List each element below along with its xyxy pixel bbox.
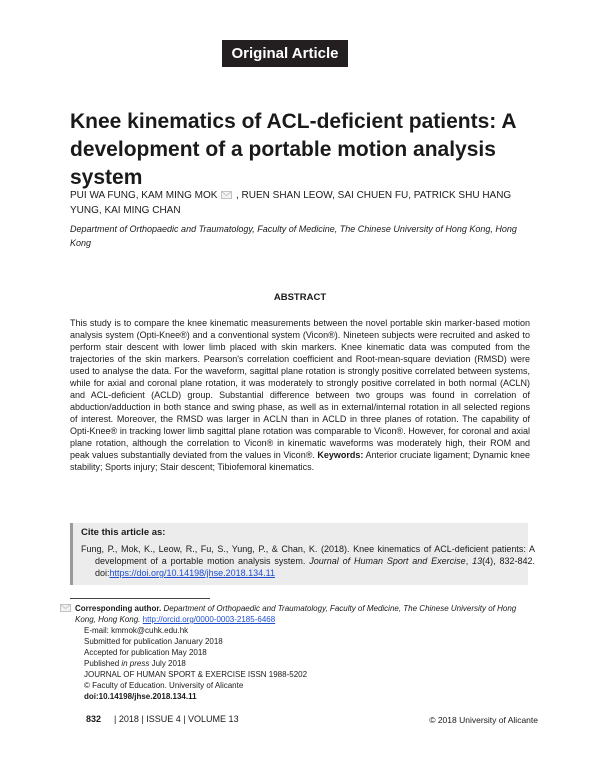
email-line: E-mail: kmmok@cuhk.edu.hk <box>84 626 189 635</box>
issue-info: | 2018 | ISSUE 4 | VOLUME 13 <box>114 714 239 724</box>
page-number: 832 <box>86 714 102 724</box>
authors-part-1: PUI WA FUNG, KAM MING MOK <box>70 190 218 201</box>
published-line <box>75 658 530 669</box>
citation-volume: 13 <box>472 556 483 566</box>
citation-text-b: (4), 832-842. doi: <box>95 556 535 578</box>
citation-heading: Cite this article as: <box>81 527 166 538</box>
author-list <box>70 188 540 218</box>
faculty-line: © Faculty of Education. University of Alicante <box>84 681 244 690</box>
citation-doi-link[interactable]: https://doi.org/10.14198/jhse.2018.134.11 <box>109 568 275 578</box>
affiliation: Department of Orthopaedic and Traumatology, Faculty of Medicine, The Chinese University of Hong Kong, Hong Kong <box>70 224 517 248</box>
envelope-icon[interactable] <box>221 191 232 199</box>
correspondence-block <box>75 603 530 702</box>
corresponding-dept: Department of Orthopaedic and Traumatology, Faculty of Medicine, The Chinese University of Hong Kong, Hong Kong. <box>75 604 517 624</box>
article-type-badge: Original Article <box>222 40 348 67</box>
published-in-press: in press <box>121 659 150 668</box>
citation-text-a: Fung, P., Mok, K., Leow, R., Fu, S., Yung, P., & Chan, K. (2018). Knee kinematics of ACL-deficient patients: A development of a portable motion analysis system. <box>81 544 535 566</box>
abstract-body: This study is to compare the knee kinematic measurements between the novel portable skin marker-based motion analysis system (Opti-Knee®) and a conventional system (Vicon®). Nineteen subjects were recruited and asked to perform stair descent with lower limb placed with skin markers. Knee kinematic data was computed from the trajectories of the skin markers. Pearson's correlation coefficient and Root-mean-square deviation (RMSD) were used to analyse the data. For the waveform, sagittal plane rotation is strongly positive correlated between systems, while for axial and coronal plane rotation, it was moderately to strongly positive correlated in both normal (ACLN) and ACL-deficient (ACLD) group. Substantial difference between two groups was found in correlation of abduction/adduction in both stance and swing phase, as well as in external/internal rotation in all selected regions of interest. Moreover, the RMSD was larger in ACLN than in ACLD in three planes of rotation. The capability of Opti-Knee® in tracking lower limb sagittal plane rotation was comparable to Vicon®. However, for coronal and axial plane rotation, although the correlation to Vicon® in kinematic waveforms was moderately high, their ROM and peak values substantially deviated from the values in Vicon®. <box>70 318 530 460</box>
submitted-line: Submitted for publication January 2018 <box>84 637 223 646</box>
footnote-divider <box>70 598 210 599</box>
article-title: Knee kinematics of ACL-deficient patients: A development of a portable motion analysis system <box>70 110 516 189</box>
envelope-icon <box>60 604 71 612</box>
footer-copyright: © 2018 University of Alicante <box>429 715 538 725</box>
correspondence-line <box>75 603 530 625</box>
orcid-link[interactable]: http://orcid.org/0000-0003-2185-6468 <box>142 615 276 624</box>
corresponding-label: Corresponding author. <box>75 604 162 613</box>
citation-journal: Journal of Human Sport and Exercise <box>309 556 466 566</box>
accepted-line: Accepted for publication May 2018 <box>84 648 207 657</box>
citation-box <box>70 523 535 585</box>
published-suffix: July 2018 <box>149 659 186 668</box>
journal-issn-line: JOURNAL OF HUMAN SPORT & EXERCISE ISSN 1988-5202 <box>84 670 308 679</box>
keywords: Anterior cruciate ligament; Dynamic knee stability; Sports injury; Stair descent; Tibiofemoral kinematics. <box>70 450 530 472</box>
abstract-heading: ABSTRACT <box>273 292 327 303</box>
doi-line: doi:10.14198/jhse.2018.134.11 <box>84 692 197 701</box>
citation-sep: , <box>465 556 473 566</box>
published-prefix: Published <box>84 659 122 668</box>
citation-text <box>81 543 535 579</box>
keywords-label: Keywords: <box>317 450 364 460</box>
authors-part-2: , RUEN SHAN LEOW, SAI CHUEN FU, PATRICK SHU HANG YUNG, KAI MING CHAN <box>70 190 512 216</box>
abstract-text <box>70 317 530 473</box>
